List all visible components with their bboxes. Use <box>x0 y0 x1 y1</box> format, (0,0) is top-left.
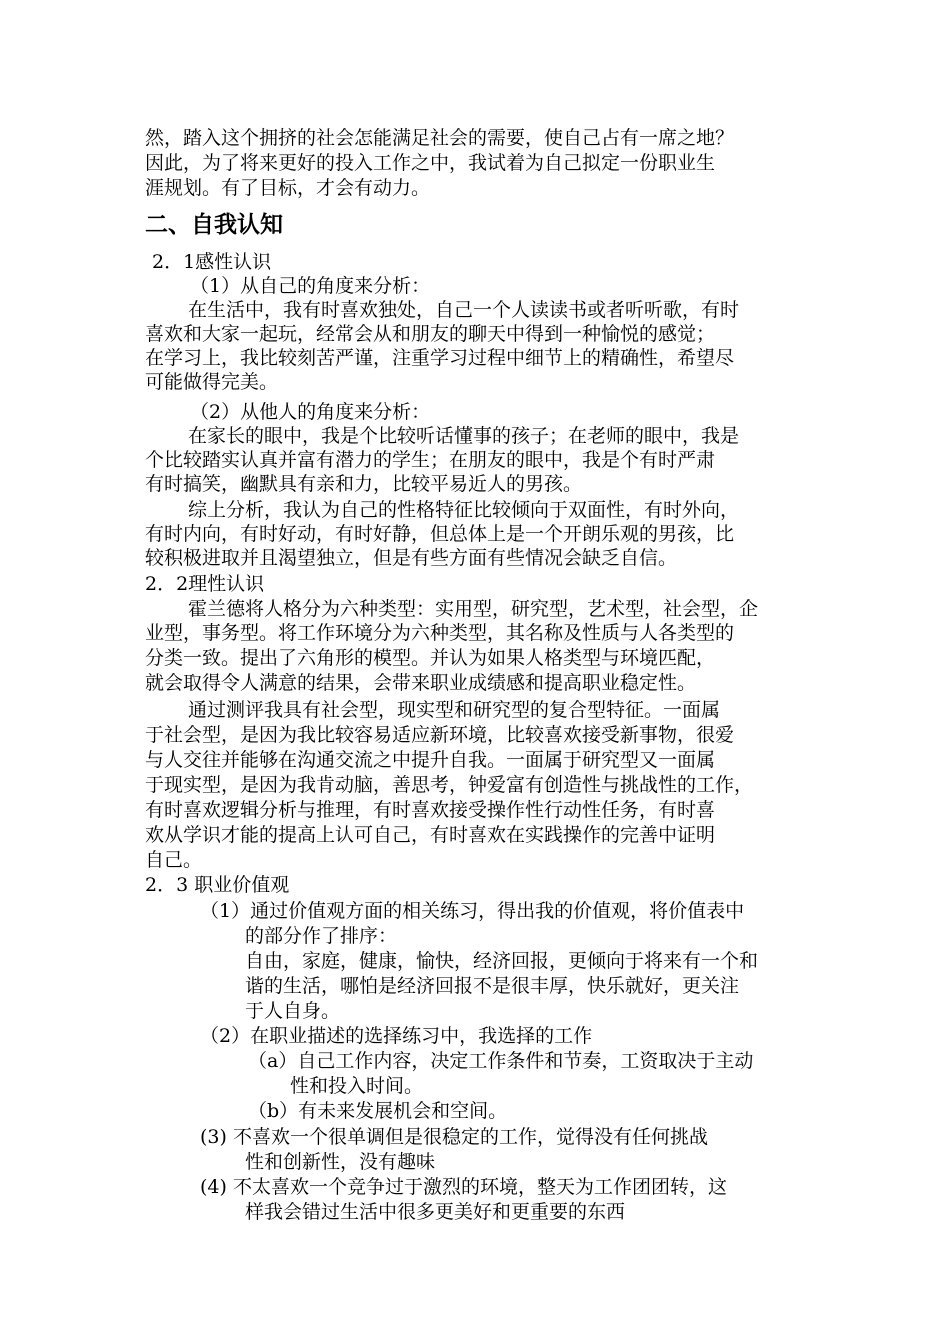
paragraph-line: 个比较踏实认真并富有潜力的学生；在朋友的眼中，我是个有时严肃 <box>145 449 716 471</box>
paragraph-line: 欢从学识才能的提高上认可自己，有时喜欢在实践操作的完善中证明 <box>145 824 716 846</box>
paragraph-line: 分类一致。提出了六角形的模型。并认为如果人格类型与环境匹配， <box>145 647 716 669</box>
paragraph-line: 有时搞笑，幽默具有亲和力，比较平易近人的男孩。 <box>145 473 583 495</box>
paragraph-line: 较积极进取并且渴望独立，但是有些方面有些情况会缺乏自信。 <box>145 547 678 569</box>
paragraph-line: 于社会型，是因为我比较容易适应新环境，比较喜欢接受新事物，很爱 <box>145 724 735 746</box>
list-item-3: (3) 不喜欢一个很单调但是很稳定的工作，觉得没有任何挑战 <box>200 1126 708 1148</box>
subsection-title-2-2: 2．2理性认识 <box>145 573 265 595</box>
sub-title-others: （2）从他人的角度来分析： <box>190 401 431 423</box>
list-item-line: 自由，家庭，健康，愉快，经济回报，更倾向于将来有一个和 <box>245 950 759 972</box>
paragraph-line: 自己。 <box>145 849 203 871</box>
intro-line-3: 涯规划。有了目标，才会有动力。 <box>145 177 431 199</box>
paragraph-line: 在学习上，我比较刻苦严谨，注重学习过程中细节上的精确性，希望尽 <box>145 347 735 369</box>
sub-item-b: （b）有未来发展机会和空间。 <box>248 1100 508 1122</box>
paragraph-line: 霍兰德将人格分为六种类型：实用型，研究型，艺术型，社会型，企 <box>188 598 759 620</box>
intro-line-2: 因此，为了将来更好的投入工作之中，我试着为自己拟定一份职业生 <box>145 152 716 174</box>
paragraph-line: 喜欢和大家一起玩，经常会从和朋友的聊天中得到一种愉悦的感觉； <box>145 323 716 345</box>
paragraph-line: 与人交往并能够在沟通交流之中提升自我。一面属于研究型又一面属 <box>145 749 716 771</box>
list-item-line: 性和创新性，没有趣味 <box>245 1151 436 1173</box>
subsection-title-2-1: 2．1感性认识 <box>152 251 272 273</box>
paragraph-line: 于现实型，是因为我肯动脑，善思考，钟爱富有创造性与挑战性的工作， <box>145 774 754 796</box>
paragraph-line: 有时喜欢逻辑分析与推理，有时喜欢接受操作性行动性任务，有时喜 <box>145 799 716 821</box>
sub-item-line: 性和投入时间。 <box>290 1075 424 1097</box>
list-item-2: （2）在职业描述的选择练习中，我选择的工作 <box>200 1025 593 1047</box>
paragraph-line: 综上分析，我认为自己的性格特征比较倾向于双面性，有时外向， <box>188 499 740 521</box>
list-item-line: 于人自身。 <box>245 1000 341 1022</box>
list-item-line: 样我会错过生活中很多更美好和更重要的东西 <box>245 1201 626 1223</box>
paragraph-line: 业型，事务型。将工作环境分为六种类型，其名称及性质与人各类型的 <box>145 622 735 644</box>
paragraph-line: 在家长的眼中，我是个比较听话懂事的孩子；在老师的眼中，我是 <box>188 425 740 447</box>
list-item-1: （1）通过价值观方面的相关练习，得出我的价值观，将价值表中 <box>200 900 745 922</box>
list-item-line: 谐的生活，哪怕是经济回报不是很丰厚，快乐就好，更关注 <box>245 975 740 997</box>
paragraph-line: 就会取得令人满意的结果，会带来职业成绩感和提高职业稳定性。 <box>145 672 697 694</box>
paragraph-line: 可能做得完美。 <box>145 371 279 393</box>
list-item-line: 的部分作了排序： <box>245 925 398 947</box>
paragraph-line: 在生活中，我有时喜欢独处，自己一个人读读书或者听听歌，有时 <box>188 299 740 321</box>
paragraph-line: 有时内向，有时好动，有时好静，但总体上是一个开朗乐观的男孩，比 <box>145 523 735 545</box>
sub-item-a: （a）自己工作内容，决定工作条件和节奏，工资取决于主动 <box>248 1050 754 1072</box>
intro-line-1: 然，踏入这个拥挤的社会怎能满足社会的需要，使自己占有一席之地？ <box>145 127 735 149</box>
subsection-title-2-3: 2．3 职业价值观 <box>145 874 290 896</box>
list-item-4: (4) 不太喜欢一个竞争过于激烈的环境，整天为工作团团转，这 <box>200 1176 727 1198</box>
section-heading: 二、自我认知 <box>145 212 283 238</box>
paragraph-line: 通过测评我具有社会型，现实型和研究型的复合型特征。一面属 <box>188 699 721 721</box>
sub-title-self: （1）从自己的角度来分析： <box>190 275 431 297</box>
